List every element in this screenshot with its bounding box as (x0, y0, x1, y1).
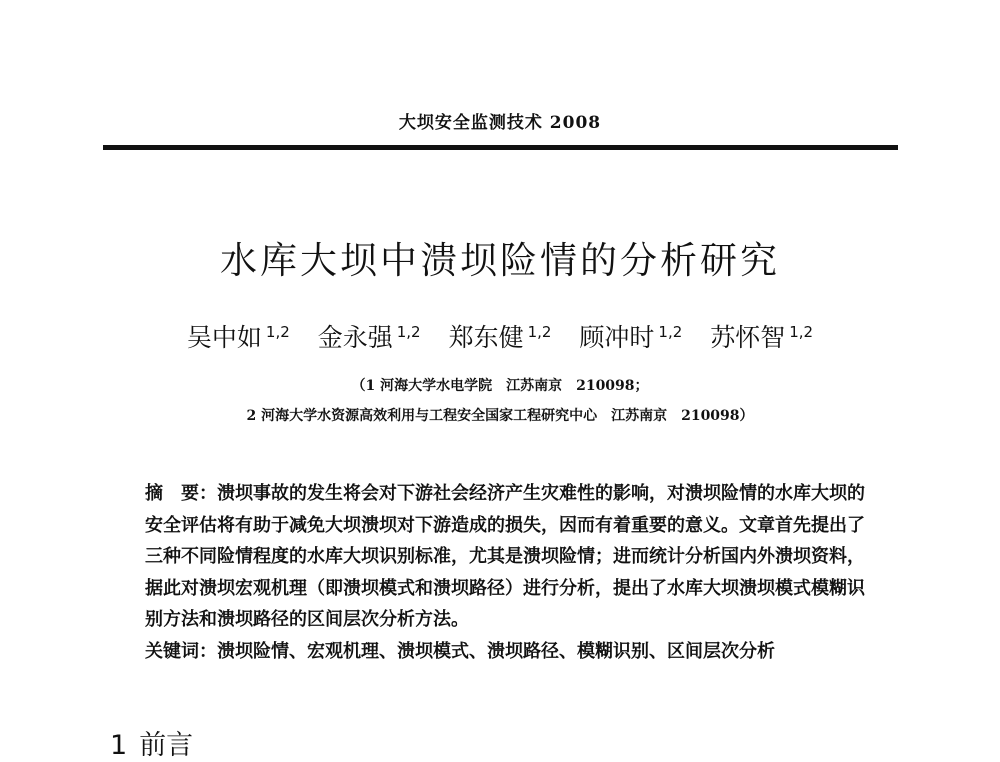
author-affiliation-mark: 1,2 (527, 322, 552, 341)
author-affiliation-mark: 1,2 (789, 322, 814, 341)
author (318, 318, 421, 354)
abstract (145, 478, 865, 667)
author (187, 318, 290, 354)
affiliation-2: 2 河海大学水资源高效利用与工程安全国家工程研究中心 江苏南京 210098） (246, 408, 754, 424)
abstract-text: 溃坝事故的发生将会对下游社会经济产生灾难性的影响，对溃坝险情的水库大坝的安全评估将有助于减免大坝溃坝对下游造成的损失，因而有着重要的意义。文章首先提出了三种不同险情程度的水库大坝识别标准，尤其是溃坝险情；进而统计分析国内外溃坝资料，据此对溃坝宏观机理（即溃坝模式和溃坝路径）进行分析，提出了水库大坝溃坝模式模糊识别方法和溃坝路径的区间层次分析方法。 (145, 483, 865, 630)
author-affiliation-mark: 1,2 (658, 322, 683, 341)
keywords-label: 关键词： (145, 640, 217, 662)
author-name: 郑东健 (448, 323, 524, 352)
keywords (145, 636, 865, 668)
section-number: 1 (110, 730, 128, 761)
author-name: 苏怀智 (710, 323, 786, 352)
paper-title: 水库大坝中溃坝险情的分析研究 (220, 239, 780, 282)
author (710, 318, 813, 354)
header-rule (103, 145, 898, 150)
affiliation-1: （1 河海大学水电学院 江苏南京 210098； (351, 378, 649, 394)
author-name: 吴中如 (186, 323, 262, 352)
keywords-text: 溃坝险情、宏观机理、溃坝模式、溃坝路径、模糊识别、区间层次分析 (217, 640, 775, 662)
abstract-paragraph (145, 478, 865, 636)
abstract-label: 摘 要： (145, 483, 217, 504)
author-name: 顾冲时 (579, 323, 655, 352)
author-list (0, 318, 1000, 354)
journal-header: 大坝安全监测技术 2008 (398, 113, 602, 133)
section-title: 前言 (139, 730, 194, 761)
section-heading (110, 723, 193, 762)
author-name: 金永强 (317, 323, 393, 352)
author-affiliation-mark: 1,2 (396, 322, 421, 341)
author (579, 318, 682, 354)
author (449, 318, 552, 354)
author-affiliation-mark: 1,2 (265, 322, 290, 341)
